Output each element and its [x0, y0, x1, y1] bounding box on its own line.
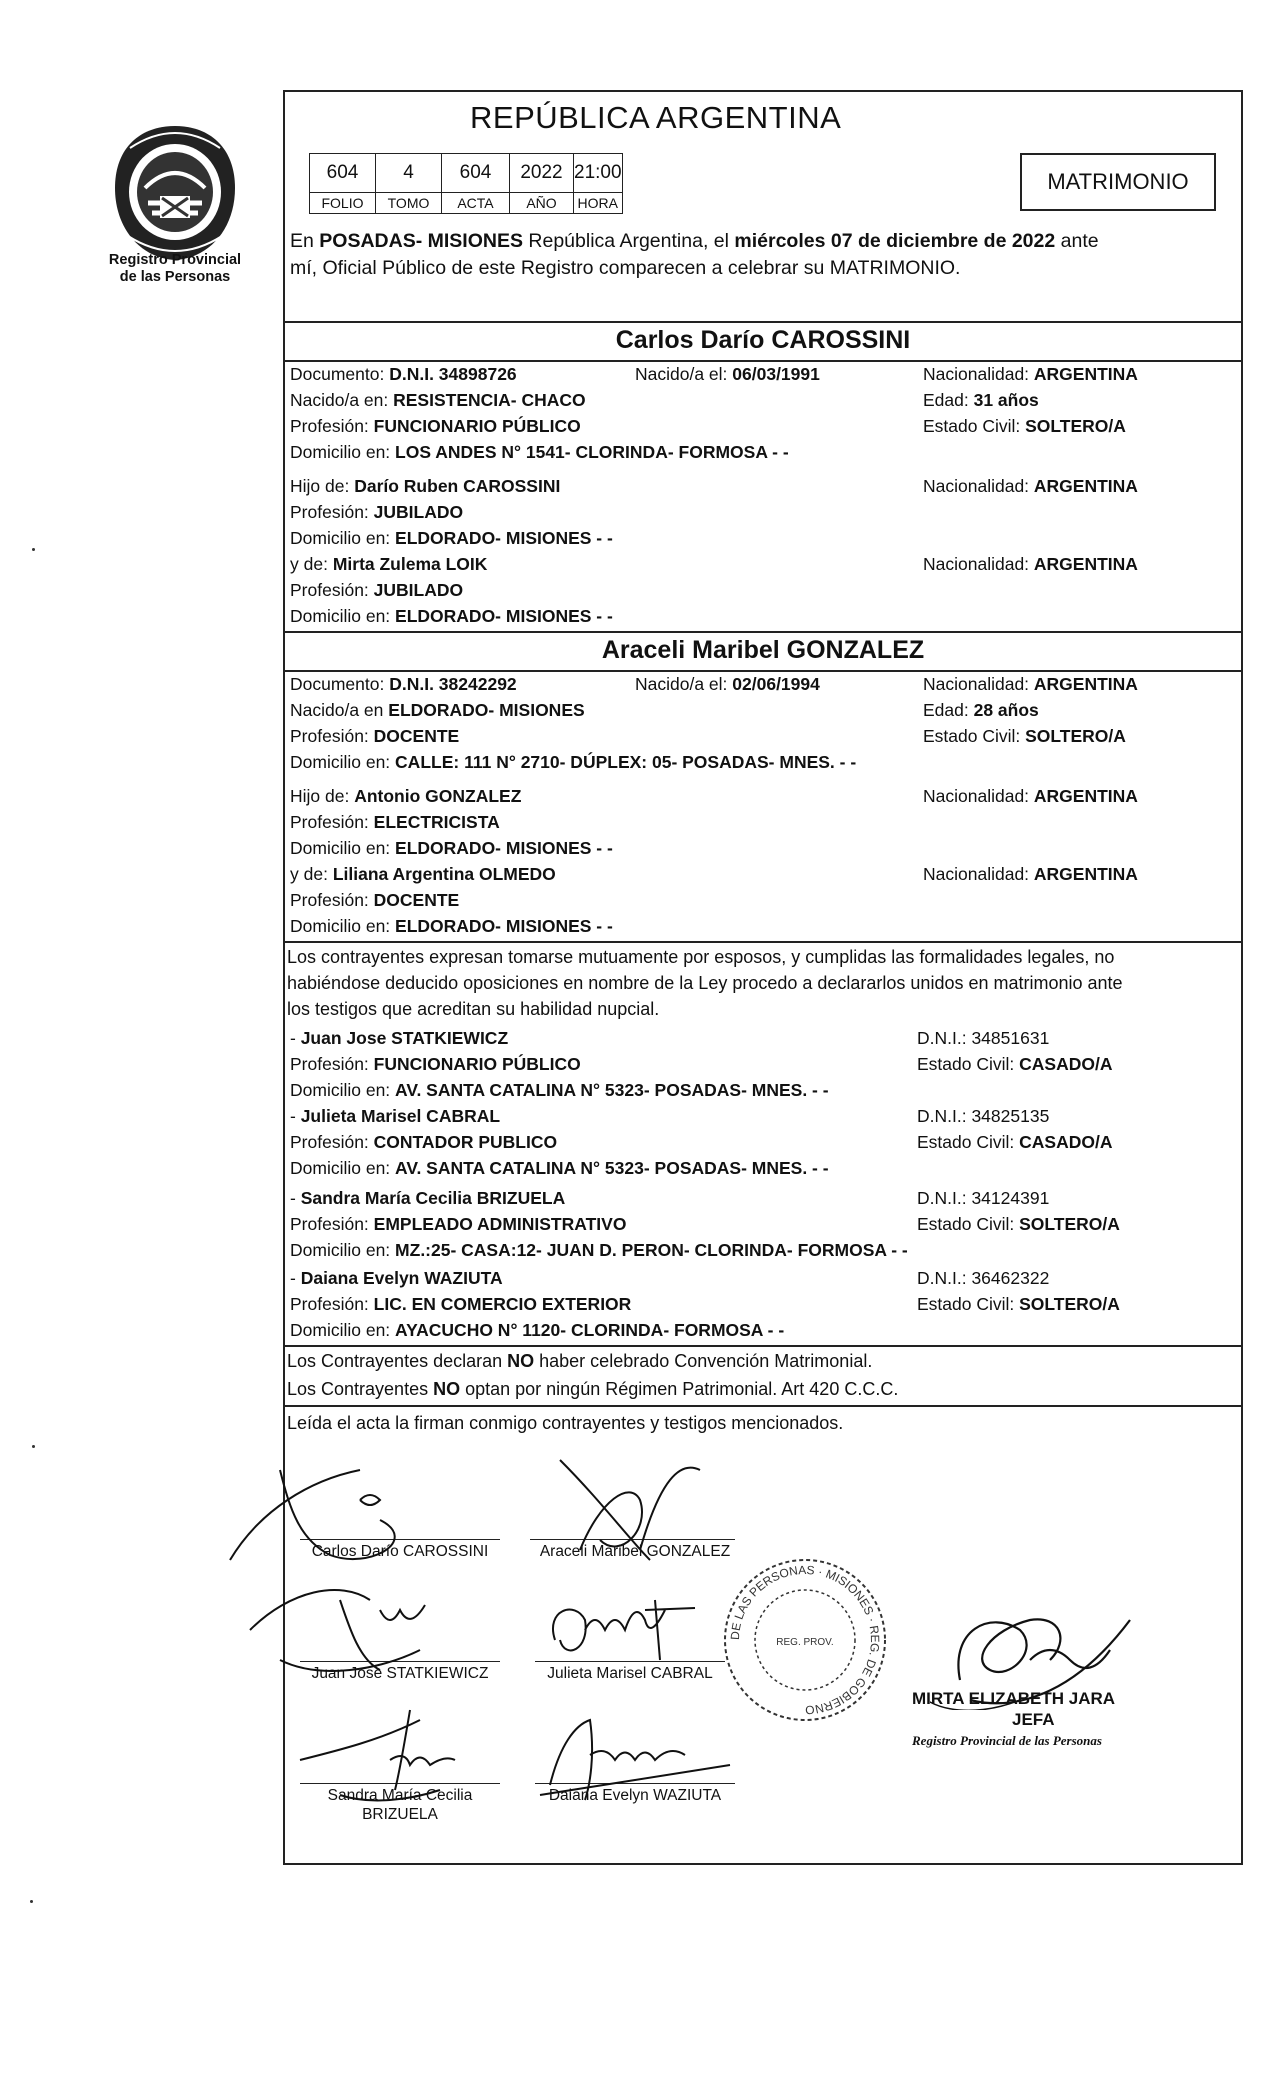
spouse1-birthdate: 06/03/1991 [732, 364, 820, 384]
hora-value: 21:00 [574, 154, 623, 193]
hora-label: HORA [574, 193, 623, 214]
spouse1-mother: Mirta Zulema LOIK [332, 554, 488, 574]
witness-3-dom-row [290, 1239, 1230, 1261]
label: Profesión: [290, 1132, 374, 1152]
intro-line-1 [290, 228, 1240, 254]
spouse2-dni: D.N.I. 38242292 [389, 674, 517, 694]
folio-label: FOLIO [310, 193, 376, 214]
label: Nacionalidad: [923, 364, 1034, 384]
spouse1-mother-profession: JUBILADO [373, 580, 464, 600]
label: Domicilio en: [290, 752, 396, 772]
spouse2-madre-dom-row [290, 915, 1230, 937]
witness-2-prof-row [290, 1131, 1230, 1153]
witness-1-name: Juan Jose STATKIEWICZ [300, 1028, 509, 1048]
label: Domicilio en: [290, 838, 396, 858]
intro-place: POSADAS- MISIONES [319, 230, 523, 252]
label: Profesión: [290, 502, 374, 522]
witness-1-dom-row [290, 1079, 1230, 1101]
divider [283, 941, 1243, 943]
label: Profesión: [290, 416, 374, 436]
label: Domicilio en: [290, 528, 396, 548]
spouse2-mother: Liliana Argentina OLMEDO [332, 864, 556, 884]
spouse1-civil-status: SOLTERO/A [1025, 416, 1126, 436]
convention-text: Los Contrayentes declaran [287, 1351, 508, 1371]
bullet: - [290, 1188, 301, 1208]
signature-label-5-line1: Sandra María Cecilia [327, 1787, 473, 1804]
spouse1-nationality: ARGENTINA [1033, 364, 1138, 384]
official-name: MIRTA ELIZABETH JARA [912, 1689, 1116, 1708]
label: Nacionalidad: [923, 786, 1034, 806]
declaration-line-3: los testigos que acreditan su habilidad nupcial. [287, 999, 660, 1019]
spouse1-name: Carlos Darío CAROSSINI [615, 326, 911, 354]
witness-4-civil-status: SOLTERO/A [1019, 1294, 1120, 1314]
label: Nacionalidad: [923, 674, 1034, 694]
label: Profesión: [290, 812, 374, 832]
witness-3-name-row [290, 1187, 1230, 1209]
label: D.N.I.: [917, 1106, 972, 1126]
witness-4-name: Daiana Evelyn WAZIUTA [300, 1268, 503, 1288]
label: Domicilio en: [290, 1080, 396, 1100]
witness-3-dni: 34124391 [971, 1188, 1050, 1208]
spouse2-birthplace: ELDORADO- MISIONES [388, 700, 585, 720]
signature-label-5-line2: BRIZUELA [362, 1806, 438, 1823]
registry-caption-line1: Registro Provincial [108, 252, 242, 268]
spouse1-address: LOS ANDES N° 1541- CLORINDA- FORMOSA - - [395, 442, 789, 462]
acta-label: ACTA [442, 193, 510, 214]
spouse2-padre-prof-row [290, 811, 1230, 833]
intro-line-2: mí, Oficial Público de este Registro comparecen a celebrar su MATRIMONIO. [290, 257, 961, 279]
intro-text: En [290, 230, 320, 252]
spouse2-father-profession: ELECTRICISTA [373, 812, 500, 832]
label: Nacionalidad: [923, 554, 1034, 574]
witness-1-name-row [290, 1027, 1230, 1049]
witness-2-dni: 34825135 [971, 1106, 1050, 1126]
witness-2-name-row [290, 1105, 1230, 1127]
label: Domicilio en: [290, 1240, 396, 1260]
seal-ring-text: DE LAS PERSONAS · MISIONES · REG. DE GOBIERNO [727, 1562, 883, 1718]
witness-3-profession: EMPLEADO ADMINISTRATIVO [373, 1214, 627, 1234]
registry-caption [95, 252, 255, 286]
official-title: JEFA [1012, 1710, 1055, 1729]
signature-julieta [535, 1590, 715, 1670]
spouse1-father-address: ELDORADO- MISIONES - - [395, 528, 613, 548]
divider [283, 360, 1243, 362]
label: Edad: [923, 390, 974, 410]
spouse1-domicilio-row [290, 441, 1230, 463]
witness-3-civil-status: SOLTERO/A [1019, 1214, 1120, 1234]
label: Domicilio en: [290, 1320, 396, 1340]
witness-3-address: MZ.:25- CASA:12- JUAN D. PERON- CLORINDA- FORMOSA - - [395, 1240, 908, 1260]
spouse2-mother-nationality: ARGENTINA [1033, 864, 1138, 884]
spouse2-address: CALLE: 111 N° 2710- DÚPLEX: 05- POSADAS- MNES. - - [395, 752, 857, 772]
spouse2-profession: DOCENTE [373, 726, 460, 746]
spouse2-father: Antonio GONZALEZ [354, 786, 522, 806]
svg-text:REG. PROV.: REG. PROV. [776, 1637, 834, 1648]
spouse1-madre-dom-row [290, 605, 1230, 627]
signature-label-1: Carlos Darío CAROSSINI [311, 1543, 489, 1560]
divider [283, 1405, 1243, 1407]
label: D.N.I.: [917, 1268, 972, 1288]
convention-no: NO [433, 1379, 461, 1399]
convention-text: haber celebrado Convención Matrimonial. [534, 1351, 873, 1371]
witness-2-civil-status: CASADO/A [1019, 1132, 1113, 1152]
witness-4-dni: 36462322 [971, 1268, 1050, 1288]
signature-label-2: Araceli Maribel GONZALEZ [539, 1543, 731, 1560]
spouse1-mother-nationality: ARGENTINA [1033, 554, 1138, 574]
intro-date: miércoles 07 de diciembre de 2022 [734, 230, 1056, 252]
spouse1-padre-dom-row [290, 527, 1230, 549]
label: Domicilio en: [290, 916, 396, 936]
witness-4-name-row [290, 1267, 1230, 1289]
document-title: REPÚBLICA ARGENTINA [470, 100, 842, 135]
registry-logo [100, 118, 250, 268]
signatures-intro: Leída el acta la firman conmigo contrayentes y testigos mencionados. [287, 1413, 844, 1433]
witness-4-profession: LIC. EN COMERCIO EXTERIOR [373, 1294, 632, 1314]
label: Estado Civil: [917, 1294, 1020, 1314]
spouse1-profesion-row [290, 415, 1230, 437]
label: Profesión: [290, 1214, 374, 1234]
intro-text: República Argentina, el [522, 230, 735, 252]
spouse1-madre-prof-row [290, 579, 1230, 601]
spouse2-padre-dom-row [290, 837, 1230, 859]
spouse2-nationality: ARGENTINA [1033, 674, 1138, 694]
signature-label-3: Juan Jose STATKIEWICZ [311, 1665, 489, 1682]
official-office: Registro Provincial de las Personas [912, 1733, 1102, 1748]
spouse1-profession: FUNCIONARIO PÚBLICO [373, 416, 581, 436]
convention-line-2 [287, 1376, 1237, 1402]
witness-3-name: Sandra María Cecilia BRIZUELA [300, 1188, 566, 1208]
convention-line-1 [287, 1348, 1237, 1374]
registry-seal [720, 1555, 890, 1725]
divider [283, 321, 1243, 323]
convention-no: NO [507, 1351, 535, 1371]
label: Profesión: [290, 1294, 374, 1314]
signature-araceli [540, 1440, 740, 1570]
spouse2-domicilio-row [290, 751, 1230, 773]
divider [283, 631, 1243, 633]
witness-4-dom-row [290, 1319, 1230, 1341]
label: Nacido/a el: [635, 364, 733, 384]
folio-value: 604 [310, 154, 376, 193]
divider [283, 1345, 1243, 1347]
label: Hijo de: [290, 786, 355, 806]
acta-value: 604 [442, 154, 510, 193]
label: Estado Civil: [917, 1132, 1020, 1152]
scan-speck [32, 1445, 35, 1448]
spouse1-madre-row [290, 553, 1230, 575]
label: Domicilio en: [290, 606, 396, 626]
spouse2-father-nationality: ARGENTINA [1033, 786, 1138, 806]
witness-2-profession: CONTADOR PUBLICO [373, 1132, 558, 1152]
label: Hijo de: [290, 476, 355, 496]
spouse2-mother-profession: DOCENTE [373, 890, 460, 910]
spouse1-father-nationality: ARGENTINA [1033, 476, 1138, 496]
spouse2-birthdate: 02/06/1994 [732, 674, 820, 694]
spouse2-father-address: ELDORADO- MISIONES - - [395, 838, 613, 858]
spouse1-mother-address: ELDORADO- MISIONES - - [395, 606, 613, 626]
witness-1-dni: 34851631 [971, 1028, 1050, 1048]
registry-caption-line2: de las Personas [119, 269, 231, 285]
scan-speck [30, 1900, 33, 1903]
convention-text: Los Contrayentes [287, 1379, 434, 1399]
divider [283, 670, 1243, 672]
spouse2-nacido-row [290, 699, 1230, 721]
witness-2-address: AV. SANTA CATALINA N° 5323- POSADAS- MNES. - - [395, 1158, 829, 1178]
label: Estado Civil: [917, 1054, 1020, 1074]
label: Profesión: [290, 890, 374, 910]
convention-text: optan por ningún Régimen Patrimonial. Art 420 C.C.C. [460, 1379, 899, 1399]
spouse1-father: Darío Ruben CAROSSINI [354, 476, 561, 496]
spouse2-profesion-row [290, 725, 1230, 747]
label: Domicilio en: [290, 442, 396, 462]
tomo-label: TOMO [376, 193, 442, 214]
bullet: - [290, 1106, 301, 1126]
label: Nacido/a en [290, 700, 389, 720]
label: D.N.I.: [917, 1188, 972, 1208]
signature-juan [240, 1570, 500, 1680]
label: Edad: [923, 700, 974, 720]
witness-3-prof-row [290, 1213, 1230, 1235]
spouse1-birthplace: RESISTENCIA- CHACO [393, 390, 586, 410]
spouse1-dni: D.N.I. 34898726 [389, 364, 517, 384]
label: Nacionalidad: [923, 476, 1034, 496]
spouse2-mother-address: ELDORADO- MISIONES - - [395, 916, 613, 936]
witness-1-prof-row [290, 1053, 1230, 1075]
bullet: - [290, 1028, 301, 1048]
spouse2-padre-row [290, 785, 1230, 807]
official-stamp [912, 1688, 1172, 1751]
spouse2-documento-row [290, 673, 1230, 695]
record-type-box: MATRIMONIO [1020, 153, 1216, 211]
scan-speck [32, 548, 35, 551]
witness-4-address: AYACUCHO N° 1120- CLORINDA- FORMOSA - - [395, 1320, 785, 1340]
signature-sandra [280, 1700, 520, 1810]
tomo-value: 4 [376, 154, 442, 193]
label: Documento: [290, 674, 390, 694]
label: Domicilio en: [290, 1158, 396, 1178]
bullet: - [290, 1268, 301, 1288]
label: Profesión: [290, 1054, 374, 1074]
spouse2-madre-row [290, 863, 1230, 885]
witness-2-dom-row [290, 1157, 1230, 1179]
witness-4-prof-row [290, 1293, 1230, 1315]
spouse1-padre-prof-row [290, 501, 1230, 523]
spouse2-age: 28 años [973, 700, 1039, 720]
intro-text: ante [1055, 230, 1099, 252]
label: Estado Civil: [923, 416, 1026, 436]
label: Profesión: [290, 580, 374, 600]
label: Profesión: [290, 726, 374, 746]
signature-label-6: Daiana Evelyn WAZIUTA [548, 1787, 722, 1804]
signature-carlos [220, 1440, 520, 1570]
label: Documento: [290, 364, 390, 384]
spouse2-madre-prof-row [290, 889, 1230, 911]
label: Estado Civil: [917, 1214, 1020, 1234]
spouse1-age: 31 años [973, 390, 1039, 410]
spouse1-nacido-row [290, 389, 1230, 411]
label: Nacido/a en: [290, 390, 394, 410]
witness-2-name: Julieta Marisel CABRAL [300, 1106, 501, 1126]
label: y de: [290, 864, 333, 884]
spouse1-padre-row [290, 475, 1230, 497]
signature-label-4: Julieta Marisel CABRAL [547, 1665, 713, 1682]
label: Estado Civil: [923, 726, 1026, 746]
spouse2-name: Araceli Maribel GONZALEZ [601, 636, 925, 664]
signature-daiana [530, 1705, 750, 1805]
declaration-line-1: Los contrayentes expresan tomarse mutuamente por esposos, y cumplidas las formalidades legales, no [287, 947, 1115, 967]
folio-table [309, 153, 623, 214]
spouse1-documento-row [290, 363, 1230, 385]
spouse1-father-profession: JUBILADO [373, 502, 464, 522]
witness-1-profession: FUNCIONARIO PÚBLICO [373, 1054, 581, 1074]
spouse2-civil-status: SOLTERO/A [1025, 726, 1126, 746]
witness-1-civil-status: CASADO/A [1019, 1054, 1113, 1074]
label: y de: [290, 554, 333, 574]
label: Nacionalidad: [923, 864, 1034, 884]
anio-value: 2022 [510, 154, 574, 193]
declaration-line-2: habiéndose deducido oposiciones en nombre de la Ley procedo a declararlos unidos en matrimonio ante [287, 973, 1123, 993]
witness-1-address: AV. SANTA CATALINA N° 5323- POSADAS- MNES. - - [395, 1080, 829, 1100]
label: D.N.I.: [917, 1028, 972, 1048]
label: Nacido/a el: [635, 674, 733, 694]
anio-label: AÑO [510, 193, 574, 214]
